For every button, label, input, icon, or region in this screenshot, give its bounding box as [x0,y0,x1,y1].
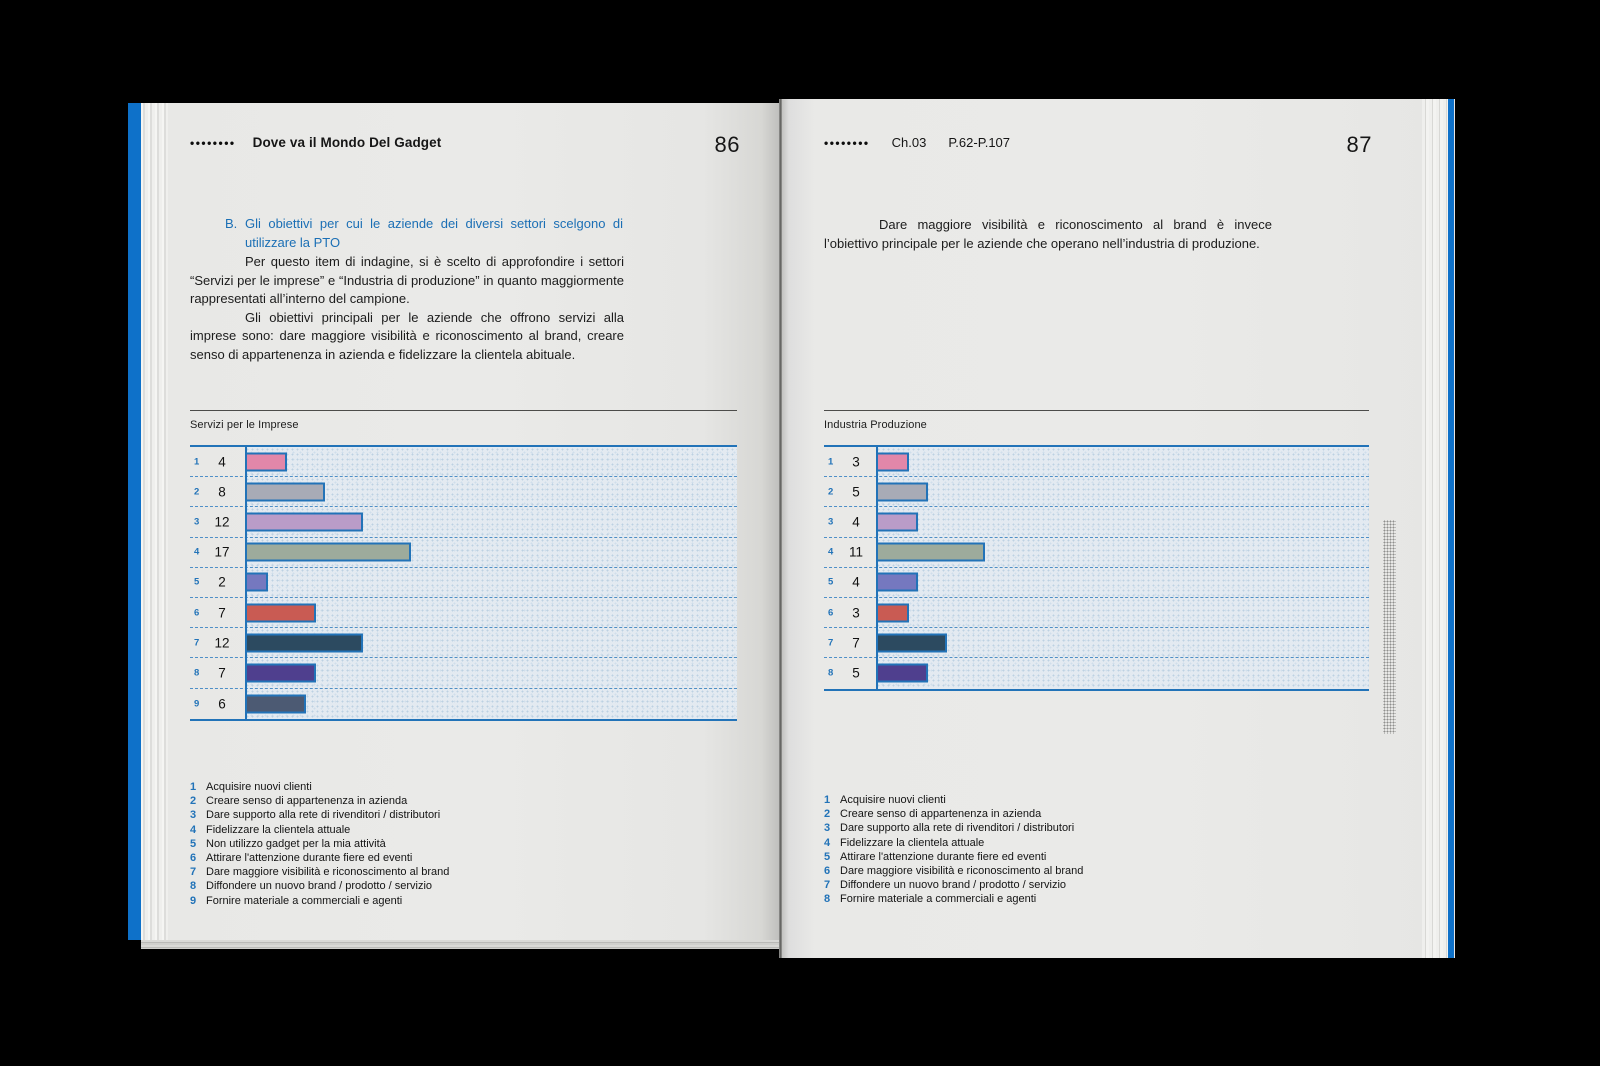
page-number: 86 [714,132,740,157]
legend-item-number: 4 [190,823,197,836]
row-value-label: 3 [852,454,860,470]
chart-row [190,689,737,719]
row-value-label: 4 [852,514,860,530]
legend-item-label: Creare senso di appartenenza in azienda [206,795,408,808]
row-value-label: 3 [852,605,860,621]
chart-row [824,658,1369,688]
legend-item [190,780,630,794]
row-value-label: 6 [218,696,226,712]
row-value-label: 4 [218,454,226,470]
legend-item [824,821,1264,835]
bar [876,603,909,622]
legend-item-label: Non utilizzo gadget per la mia attività [206,837,386,850]
row-value-label: 4 [852,574,860,590]
section-heading [190,214,623,252]
book-page-right [781,99,1455,958]
bar [245,603,316,622]
row-plot-area [245,689,737,719]
bar-chart-servizi [190,445,737,721]
row-plot-area [245,538,737,567]
row-plot-area [245,658,737,687]
row-category-number: 1 [828,456,834,468]
section-heading-text: Gli obiettivi per cui le aziende dei diversi settori scelgono di utilizzare la PTO [245,216,623,250]
legend-item-number: 2 [190,795,197,808]
header-dots-icon: •••••••• [824,136,870,150]
bar [245,543,411,562]
chart-row [190,447,737,477]
legend-item-number: 2 [824,808,831,821]
row-plot-area [245,477,737,506]
row-value-label: 8 [218,484,226,500]
book-cover-edge-left [128,103,141,940]
legend-item-label: Fornire materiale a commerciali e agenti [840,893,1037,906]
row-plot-area [245,628,737,657]
chart-legend [190,780,630,908]
legend-item-label: Dare supporto alla rete di rivenditori / distributori [840,822,1075,835]
row-plot-area [245,568,737,597]
chart-row [190,628,737,658]
page-edge-stack-bottom [141,940,781,949]
legend-item-number: 8 [824,893,831,906]
row-plot-area [876,598,1369,627]
row-value-label: 12 [214,514,230,530]
row-plot-area [876,658,1369,688]
row-category-number: 5 [194,576,200,588]
legend-item-number: 1 [190,781,197,793]
legend-item-number: 7 [824,879,831,892]
legend-item [190,894,630,908]
chart-row [190,538,737,568]
row-plot-area [245,507,737,536]
legend-item-label: Acquisire nuovi clienti [840,794,946,806]
row-plot-area [876,628,1369,657]
page-number: 87 [1346,132,1372,157]
row-value-label: 17 [214,544,230,560]
book-page-left [128,103,781,940]
legend-item [190,794,630,808]
legend-item [190,823,630,837]
legend-item-number: 5 [190,837,197,850]
row-plot-area [876,568,1369,597]
bar [245,452,287,471]
page-edge-stack-right [1422,99,1448,958]
row-plot-area [245,447,737,476]
legend-item-label: Creare senso di appartenenza in azienda [840,808,1042,821]
row-value-label: 12 [214,635,230,651]
legend-item-label: Fidelizzare la clientela attuale [840,836,985,849]
chart-row [824,538,1369,568]
chart-row [824,598,1369,628]
legend-item-number: 6 [190,852,197,865]
bar [876,664,928,683]
chart-row [824,477,1369,507]
legend-item-label: Fidelizzare la clientela attuale [206,823,351,836]
running-title: Dove va il Mondo Del Gadget [252,135,442,150]
chart-top-rule [190,410,737,411]
legend-item-number: 7 [190,866,197,879]
row-category-number: 5 [828,576,834,588]
legend-item-number: 3 [190,809,197,822]
bar [245,633,363,652]
legend-item-number: 5 [824,850,831,863]
header-dots-icon: •••••••• [190,136,236,150]
legend-item [824,878,1264,892]
row-category-number: 4 [828,546,834,558]
bar [876,512,918,531]
page-header [190,135,441,150]
chart-legend [824,793,1264,907]
body-text [824,216,1272,253]
chart-row [824,568,1369,598]
row-category-number: 3 [828,516,834,528]
row-plot-area [876,477,1369,506]
legend-item-number: 6 [824,865,831,878]
halftone-strip-decoration [1383,520,1396,734]
legend-item [824,793,1264,807]
page-edge-stack-left [141,103,168,940]
row-value-label: 7 [218,665,226,681]
bar [876,543,985,562]
row-value-label: 5 [852,484,860,500]
chart-row [824,447,1369,477]
bar [876,633,947,652]
legend-item-number: 9 [190,894,197,907]
legend-item-label: Diffondere un nuovo brand / prodotto / servizio [206,880,433,893]
page-header [824,135,1010,150]
legend-item-label: Attirare l'attenzione durante fiere ed eventi [206,852,413,865]
legend-item-number: 1 [824,794,831,806]
row-value-label: 7 [218,605,226,621]
chart-row [190,658,737,688]
legend-item [190,851,630,865]
bar [245,663,316,682]
chart-title: Servizi per le Imprese [190,419,299,431]
section-heading-label: B. [225,216,238,231]
bar [876,482,928,501]
row-value-label: 7 [852,635,860,651]
row-category-number: 6 [828,607,834,619]
legend-item [824,807,1264,821]
row-category-number: 9 [194,698,200,710]
chart-row [190,568,737,598]
paragraph: Per questo item di indagine, si è scelto di approfondire i settori “Servizi per le imprese” e “Industria di produzione” in quanto maggiormente rappresentati all’interno del campione. [190,254,624,307]
chart-row [190,507,737,537]
legend-item-label: Dare maggiore visibilità e riconoscimento al brand [840,865,1084,878]
row-value-label: 5 [852,665,860,681]
row-category-number: 4 [194,546,200,558]
legend-item [824,864,1264,878]
pages-range-label: P.62-P.107 [948,135,1011,150]
chapter-label: Ch.03 [891,135,927,150]
legend-item-label: Diffondere un nuovo brand / prodotto / servizio [840,879,1067,892]
legend-item-number: 8 [190,880,197,893]
chart-title: Industria Produzione [824,419,927,431]
book-spine [779,99,782,958]
body-text [190,253,624,365]
paragraph: Gli obiettivi principali per le aziende che offrono servizi alla imprese sono: dare maggiore visibilità e riconoscimento al brand, creare senso di appartenenza in azienda e fidelizzare la clientela abituale. [190,309,624,362]
row-category-number: 6 [194,607,200,619]
row-value-label: 2 [218,574,226,590]
legend-item-label: Dare supporto alla rete di rivenditori / distributori [206,809,441,822]
bar [245,694,306,713]
row-category-number: 7 [194,637,200,649]
legend-item-number: 4 [824,836,831,849]
row-category-number: 2 [828,486,834,498]
legend-item-number: 3 [824,822,831,835]
row-category-number: 8 [194,667,200,679]
bar-chart-industria [824,445,1369,691]
chart-row [824,507,1369,537]
legend-item [190,837,630,851]
legend-item [190,879,630,893]
bar [876,573,918,592]
chart-row [824,628,1369,658]
row-category-number: 2 [194,486,200,498]
bar [876,452,909,471]
row-plot-area [876,538,1369,567]
row-category-number: 8 [828,667,834,679]
chart-row [190,477,737,507]
legend-item-label: Dare maggiore visibilità e riconoscimento al brand [206,866,450,879]
row-plot-area [876,447,1369,476]
row-category-number: 7 [828,637,834,649]
legend-item-label: Attirare l'attenzione durante fiere ed eventi [840,850,1047,863]
legend-item-label: Acquisire nuovi clienti [206,781,312,793]
legend-item [824,850,1264,864]
row-plot-area [245,598,737,627]
book-cover-edge-right [1448,99,1454,958]
row-category-number: 3 [194,516,200,528]
row-plot-area [876,507,1369,536]
legend-item [190,865,630,879]
bar [245,573,268,592]
bar [245,482,325,501]
legend-item [824,836,1264,850]
paragraph: Dare maggiore visibilità e riconoscimento al brand è invece l’obiettivo principale per le aziende che operano nell’industria di produzione. [824,217,1272,251]
legend-item-label: Fornire materiale a commerciali e agenti [206,894,403,907]
row-category-number: 1 [194,456,200,468]
legend-item [190,808,630,822]
row-value-label: 11 [848,544,863,560]
chart-top-rule [824,410,1369,411]
chart-row [190,598,737,628]
bar [245,512,363,531]
legend-item [824,892,1264,906]
